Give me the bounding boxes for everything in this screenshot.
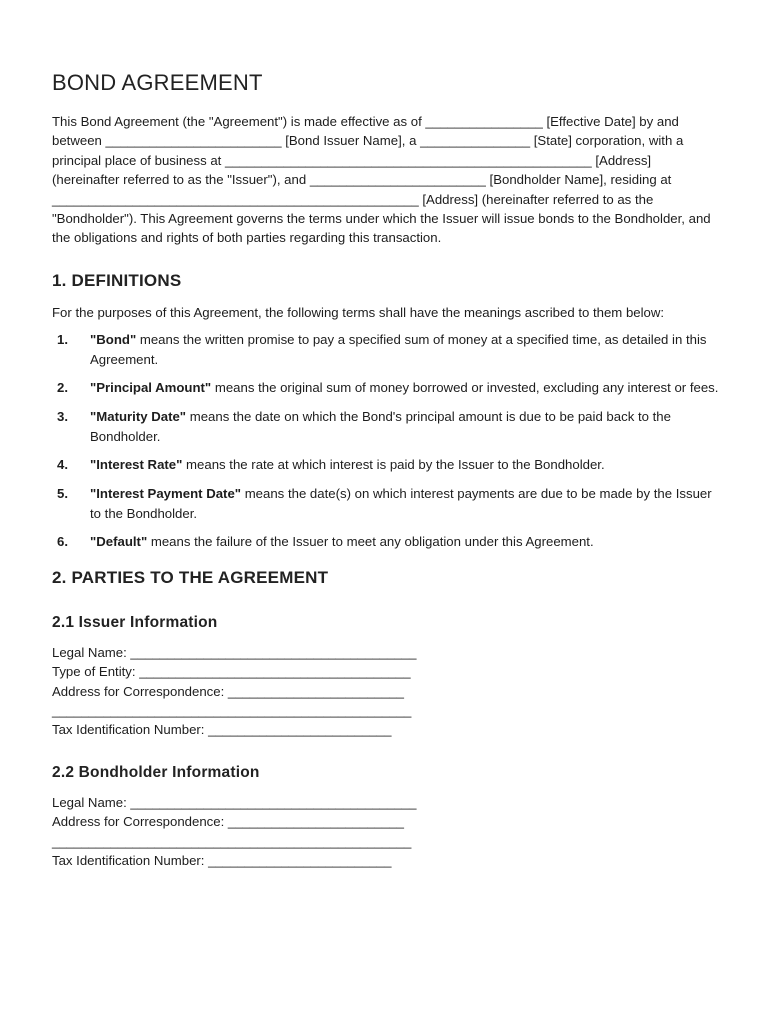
definition-item xyxy=(52,532,722,551)
definitions-list xyxy=(52,330,722,552)
definitions-heading: 1. DEFINITIONS xyxy=(52,270,182,290)
definition-text: means the date(s) on which interest payments are due to be made by the Issuer to the Bondholder. xyxy=(90,486,712,521)
definition-item xyxy=(52,455,722,474)
definition-item xyxy=(52,330,722,369)
bondholder-tax-id-field[interactable]: Tax Identification Number: _________________________ xyxy=(52,853,392,869)
definition-item xyxy=(52,484,722,523)
definitions-lead: For the purposes of this Agreement, the following terms shall have the meanings ascribed to them below: xyxy=(52,304,665,320)
issuer-fields xyxy=(52,643,722,740)
definition-term: "Principal Amount" xyxy=(90,380,212,396)
document-title: BOND AGREEMENT xyxy=(52,70,263,95)
definition-text: means the rate at which interest is paid by the Issuer to the Bondholder. xyxy=(182,457,605,473)
definition-term: "Bond" xyxy=(90,332,137,348)
issuer-address-line-2[interactable]: _________________________________________________ xyxy=(52,703,412,719)
issuer-legal-name-field[interactable]: Legal Name: _______________________________________ xyxy=(52,644,417,660)
definition-term: "Interest Rate" xyxy=(90,457,183,473)
definition-text: means the written promise to pay a specified sum of money at a specified time, as detailed in this Agreement. xyxy=(90,332,707,367)
bondholder-legal-name-field[interactable]: Legal Name: _______________________________________ xyxy=(52,794,417,810)
issuer-info-heading: 2.1 Issuer Information xyxy=(52,613,218,631)
bondholder-fields xyxy=(52,793,722,871)
issuer-entity-type-field[interactable]: Type of Entity: _____________________________________ xyxy=(52,664,411,680)
definition-number: 6. xyxy=(57,534,68,550)
definition-text: means the original sum of money borrowed or invested, excluding any interest or fees. xyxy=(211,380,719,396)
bondholder-address-field[interactable]: Address for Correspondence: ________________________ xyxy=(52,814,404,830)
issuer-address-field[interactable]: Address for Correspondence: ________________________ xyxy=(52,683,404,699)
definition-number: 3. xyxy=(57,409,68,425)
issuer-tax-id-field[interactable]: Tax Identification Number: _________________________ xyxy=(52,722,392,738)
bondholder-info-heading: 2.2 Bondholder Information xyxy=(52,763,260,781)
document-content xyxy=(52,70,722,871)
definition-term: "Default" xyxy=(90,534,148,550)
bondholder-address-line-2[interactable]: _________________________________________________ xyxy=(52,833,412,849)
definition-number: 4. xyxy=(57,457,68,473)
definition-item xyxy=(52,378,722,397)
definition-text: means the date on which the Bond's principal amount is due to be paid back to the Bondholder. xyxy=(90,409,671,444)
parties-heading: 2. PARTIES TO THE AGREEMENT xyxy=(52,567,329,587)
definition-text: means the failure of the Issuer to meet any obligation under this Agreement. xyxy=(147,534,594,550)
definition-item xyxy=(52,407,722,446)
definition-number: 1. xyxy=(57,332,68,348)
intro-paragraph: This Bond Agreement (the "Agreement") is made effective as of ________________ [Effective Date] by and between ________________________ [Bond Issuer Name], a _______________ [State] corporation, with a principal place of business at __________________________________________________ [Address] (hereinafter referred to as the "Issuer"), and ________________________ [Bondholder Name], residing at __________________________________________________ [Address] (hereinafter referred to as the "Bondholder"). This Agreement governs the terms under which the Issuer will issue bonds to the Bondholder, and the obligations and rights of both parties regarding this transaction. xyxy=(52,114,711,246)
definition-number: 5. xyxy=(57,486,68,502)
definition-term: "Maturity Date" xyxy=(90,409,187,425)
definition-term: "Interest Payment Date" xyxy=(90,486,242,502)
definition-number: 2. xyxy=(57,380,68,396)
